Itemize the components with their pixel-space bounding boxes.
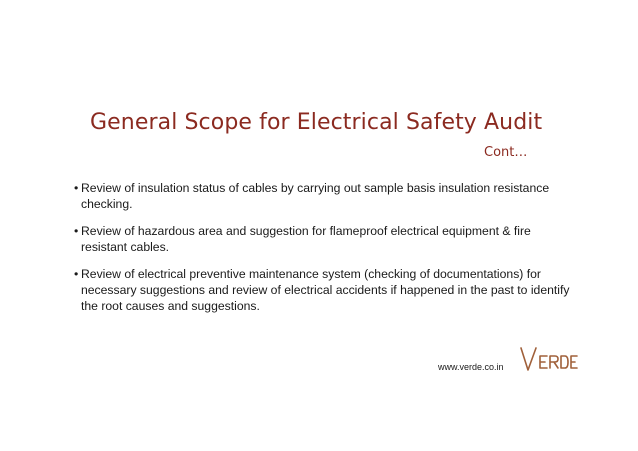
slide-subtitle: Cont… [484, 145, 528, 160]
bullet-marker: • [74, 224, 79, 238]
bullet-text: Review of hazardous area and suggestion for flameproof electrical equipment & fire resistant cables. [81, 224, 531, 254]
bullet-text: Review of electrical preventive maintenance system (checking of documentations) for necessary suggestions and review of electrical accidents if happened in the past to identify the root causes and suggestions. [81, 267, 570, 313]
footer-url: www.verde.co.in [438, 362, 504, 372]
bullet-text: Review of insulation status of cables by carrying out sample basis insulation resistance checking. [81, 181, 550, 211]
bullet-item [76, 223, 576, 255]
bullet-marker: • [74, 267, 79, 281]
bullet-marker: • [74, 181, 79, 195]
bullet-item [76, 266, 576, 314]
bullet-item [76, 180, 576, 212]
bullet-list [76, 180, 576, 325]
slide-title: General Scope for Electrical Safety Audit [90, 110, 543, 135]
verde-logo [520, 346, 578, 372]
